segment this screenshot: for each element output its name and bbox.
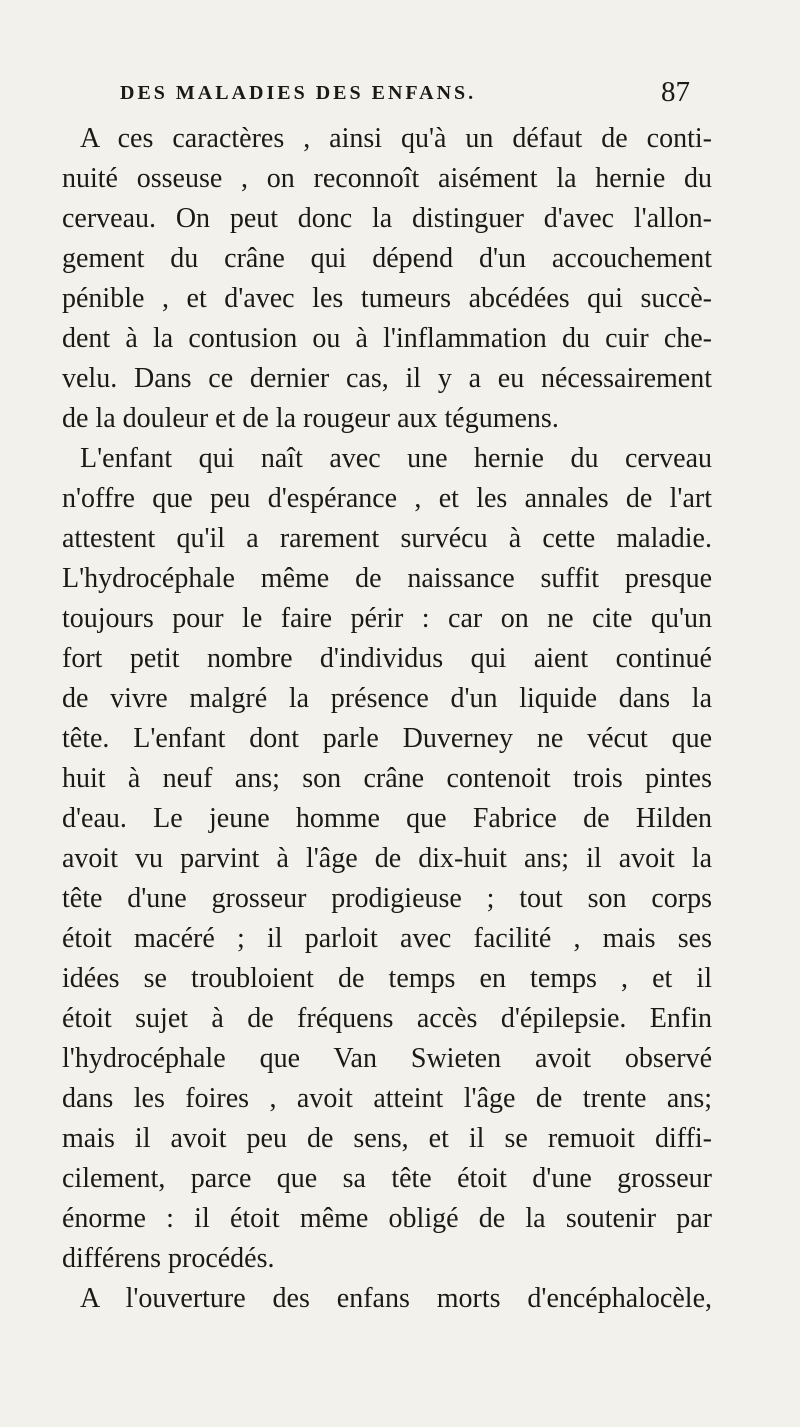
text-line: attestent qu'il a rarement survécu à cette maladie. — [62, 523, 712, 554]
text-line: cerveau. On peut donc la distinguer d'avec l'allon- — [62, 203, 712, 234]
text-line: mais il avoit peu de sens, et il se remuoit diffi- — [62, 1123, 712, 1154]
text-line: dans les foires , avoit atteint l'âge de trente ans; — [62, 1083, 712, 1114]
running-title: DES MALADIES DES ENFANS. — [120, 82, 477, 104]
text-line: L'hydrocéphale même de naissance suffit presque — [62, 563, 712, 594]
text-line: l'hydrocéphale que Van Swieten avoit observé — [62, 1043, 712, 1074]
text-line: A l'ouverture des enfans morts d'encéphalocèle, — [80, 1283, 712, 1314]
text-line: de vivre malgré la présence d'un liquide dans la — [62, 683, 712, 714]
text-line: gement du crâne qui dépend d'un accouchement — [62, 243, 712, 274]
text-line: tête d'une grosseur prodigieuse ; tout son corps — [62, 883, 712, 914]
page-number: 87 — [661, 76, 690, 108]
text-line: A ces caractères , ainsi qu'à un défaut de conti- — [80, 123, 712, 154]
text-line: avoit vu parvint à l'âge de dix-huit ans; il avoit la — [62, 843, 712, 874]
text-line: idées se troubloient de temps en temps , et il — [62, 963, 712, 994]
text-line: tête. L'enfant dont parle Duverney ne vécut que — [62, 723, 712, 754]
text-line: huit à neuf ans; son crâne contenoit trois pintes — [62, 763, 712, 794]
text-line: énorme : il étoit même obligé de la soutenir par — [62, 1203, 712, 1234]
text-line: d'eau. Le jeune homme que Fabrice de Hilden — [62, 803, 712, 834]
text-line: différens procédés. — [62, 1243, 275, 1274]
text-line: étoit sujet à de fréquens accès d'épilepsie. Enfin — [62, 1003, 712, 1034]
text-line: de la douleur et de la rougeur aux tégumens. — [62, 403, 559, 434]
text-line: pénible , et d'avec les tumeurs abcédées qui succè- — [62, 283, 712, 314]
text-line: n'offre que peu d'espérance , et les annales de l'art — [62, 483, 712, 514]
text-line: fort petit nombre d'individus qui aient continué — [62, 643, 712, 674]
text-line: velu. Dans ce dernier cas, il y a eu nécessairement — [62, 363, 712, 394]
running-head — [120, 76, 690, 116]
text-line: cilement, parce que sa tête étoit d'une grosseur — [62, 1163, 712, 1194]
text-line: nuité osseuse , on reconnoît aisément la hernie du — [62, 163, 712, 194]
text-line: étoit macéré ; il parloit avec facilité , mais ses — [62, 923, 712, 954]
text-line: dent à la contusion ou à l'inflammation du cuir che- — [62, 323, 712, 354]
text-line: toujours pour le faire périr : car on ne cite qu'un — [62, 603, 712, 634]
text-line: L'enfant qui naît avec une hernie du cerveau — [80, 443, 712, 474]
